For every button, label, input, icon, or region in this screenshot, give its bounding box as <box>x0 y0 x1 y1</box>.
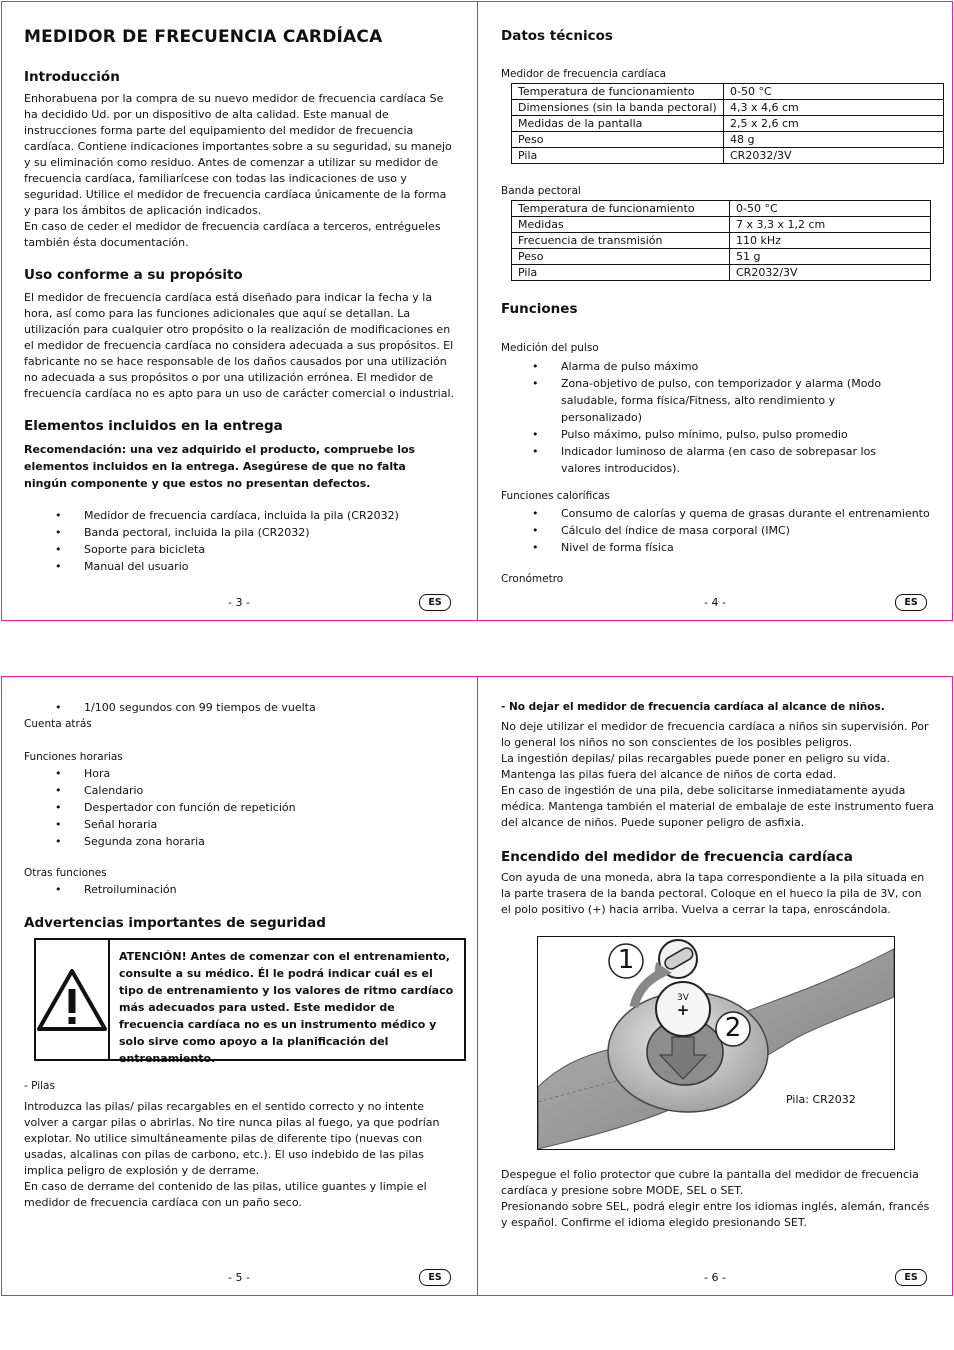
language-badge: ES <box>895 1269 927 1286</box>
batteries-paragraph-2: En caso de derrame del contenido de las pilas, utilice guantes y limpie el medidor de frecuencia cardíaca con un paño seco. <box>24 1180 427 1209</box>
intro-paragraph-1: Enhorabuena por la compra de su nuevo medidor de frecuencia cardíaca Se ha decidido Ud. por un dispositivo de alta calidad. Este manual de instrucciones forma parte del equipamiento del medidor de frecuencia cardíaca. Contiene indicaciones importantes sobre a su seguridad, su manejo y su eliminación como residuo. Antes de comenzar a utilizar su medidor de frecuencia cardíaca, familiarícese con todas las indicaciones de uso y seguridad. Utilice el medidor de frecuencia cardíaca únicamente de la forma y para los ámbitos de aplicación indicados. <box>24 92 452 217</box>
stopwatch-list <box>24 699 455 716</box>
safety-heading: Advertencias importantes de seguridad <box>24 915 326 931</box>
page-number: - 5 - <box>228 1271 250 1284</box>
power-on-paragraph: Con ayuda de una moneda, abra la tapa correspondiente a la pila situada en la parte trasera de la banda pectoral. Coloque en el hueco la pila de 3V, con el polo positivo (+) hacia arriba. Vuelva a cerrar la tapa, enroscándola. <box>501 871 925 916</box>
language-badge: ES <box>419 594 451 611</box>
table-row: Temperatura de funcionamiento 0-50 °C <box>512 201 931 217</box>
list-item: • 1/100 segundos con 99 tiempos de vuelta <box>55 701 316 714</box>
table-row: Frecuencia de transmisión 110 kHz <box>512 233 931 249</box>
set-key: SET <box>783 1216 804 1229</box>
chest-strap-spec-table <box>511 200 931 281</box>
intro-paragraph-2: En caso de ceder el medidor de frecuencia cardíaca a terceros, entrégueles también ésta documentación. <box>24 220 441 249</box>
page-number: - 4 - <box>704 596 726 609</box>
included-list <box>24 507 455 575</box>
mode-key: MODE <box>645 1184 680 1197</box>
usage-heading: Uso conforme a su propósito <box>24 267 243 283</box>
step-1-label: 1 <box>617 945 635 975</box>
list-item: • Banda pectoral, incluida la pila (CR2032) <box>55 526 310 539</box>
pulse-heading: Medición del pulso <box>501 342 599 354</box>
list-item: • Señal horaria <box>55 818 158 831</box>
batteries-paragraph-1: Introduzca las pilas/ pilas recargables en el sentido correcto y no intente volver a cargar pilas o abrirlas. No tire nunca pilas al fuego, ya que podrían explotar. No utilice simultáneamente pilas de diferente tipo (nuevas con usadas, alcalinas con pilas de carbono, etc.). El uso indebido de las pilas implica peligro de explosión y de derrame. <box>24 1100 440 1177</box>
page-4 <box>477 1 953 621</box>
step-2-label: 2 <box>724 1013 742 1043</box>
table2-caption: Banda pectoral <box>501 185 581 197</box>
list-item: • Indicador luminoso de alarma (en caso de sobrepasar los valores introducidos). <box>532 445 877 475</box>
list-item: • Zona-objetivo de pulso, con temporizador y alarma (Modo saludable, forma física/Fitness, alto rendimiento y personalizado) <box>532 377 882 424</box>
warning-icon <box>36 940 110 1059</box>
table1-caption: Medidor de frecuencia cardíaca <box>501 68 667 80</box>
sel-key: SEL <box>686 1184 707 1197</box>
sel-key: SEL <box>605 1200 626 1213</box>
list-item: • Manual del usuario <box>55 560 189 573</box>
list-item: • Calendario <box>55 784 144 797</box>
children-paragraph-3: En caso de ingestión de una pila, debe solicitarse inmediatamente ayuda médica. Mantenga también el material de embalaje de este instrumento fuera del alcance de niños. Puede suponer peligro de asfixia. <box>501 784 934 829</box>
language-instruction: Presionando sobre SEL, podrá elegir entre los idiomas inglés, alemán, francés y español. Confirme el idioma elegido presionando SET. <box>501 1200 930 1229</box>
list-item: • Alarma de pulso máximo <box>532 360 699 373</box>
figure-caption: Pila: CR2032 <box>786 1093 856 1106</box>
table-row: Peso 48 g <box>512 132 944 148</box>
batteries-heading: - Pilas <box>24 1080 55 1092</box>
language-badge: ES <box>895 594 927 611</box>
stopwatch-heading: Cronómetro <box>501 573 564 585</box>
table-row: Pila CR2032/3V <box>512 148 944 164</box>
power-on-heading: Encendido del medidor de frecuencia cardíaca <box>501 849 853 865</box>
battery-voltage-label: 3V <box>677 993 689 1003</box>
intro-heading: Introducción <box>24 69 120 85</box>
list-item: • Cálculo del índice de masa corporal (IMC) <box>532 524 790 537</box>
list-item: • Soporte para bicicleta <box>55 543 206 556</box>
usage-paragraph: El medidor de frecuencia cardíaca está diseñado para indicar la fecha y la hora, así como para las funciones adicionales que aquí se detallan. La utilización para cualquier otro propósito o la realización de modificaciones en el medidor de frecuencia cardíaca no considera adecuada a sus propósitos. El fabricante no se hace responsable de los daños causados por una utilización no adecuada a sus propósitos o por una utilización errónea. El medidor de frecuencia cardíaca no es apto para un uso de carácter comercial o industrial. <box>24 291 455 400</box>
other-functions-list <box>24 881 455 898</box>
children-paragraph-1: No deje utilizar el medidor de frecuencia cardíaca a niños sin supervisión. Por lo general los niños no son conscientes de los posibles peligros. <box>501 720 929 749</box>
time-functions-list <box>24 765 455 850</box>
page-5 <box>1 676 478 1296</box>
table-row: Pila CR2032/3V <box>512 265 931 281</box>
attention-body: Antes de comenzar con el entrenamiento, consulte a su médico. Él le podrá indicar cuál es el tipo de entrenamiento y los valores de ritmo cardíaco más adecuados para usted. Este medidor de frecuencia cardíaca no es un instrumento médico y solo sirve como apoyo a la planificación del entrenamiento. <box>119 950 454 1065</box>
tech-data-heading: Datos técnicos <box>501 28 613 44</box>
list-item: • Consumo de calorías y quema de grasas durante el entrenamiento <box>532 507 930 520</box>
table-row: Peso 51 g <box>512 249 931 265</box>
list-item: • Pulso máximo, pulso mínimo, pulso, pulso promedio <box>532 428 848 441</box>
set-key: SET <box>720 1184 740 1197</box>
children-heading: - No dejar el medidor de frecuencia cardíaca al alcance de niños. <box>501 701 885 713</box>
page-number: - 6 - <box>704 1271 726 1284</box>
list-item: • Segunda zona horaria <box>55 835 205 848</box>
monitor-spec-table <box>511 83 944 164</box>
list-item: • Nivel de forma física <box>532 541 674 554</box>
table-row: Medidas 7 x 3,3 x 1,2 cm <box>512 217 931 233</box>
list-item: • Despertador con función de repetición <box>55 801 296 814</box>
warning-box <box>34 938 466 1065</box>
list-item: • Retroiluminación <box>55 883 177 896</box>
pulse-list <box>501 358 912 477</box>
list-item: • Medidor de frecuencia cardíaca, incluida la pila (CR2032) <box>55 509 399 522</box>
battery-plus-label: + <box>676 1001 690 1019</box>
peel-instruction: Despegue el folio protector que cubre la pantalla del medidor de frecuencia cardíaca y presione sobre MODE, SEL o SET. <box>501 1168 919 1197</box>
language-badge: ES <box>419 1269 451 1286</box>
warning-text <box>110 940 464 1065</box>
calorie-heading: Funciones caloríficas <box>501 490 610 502</box>
battery-install-figure <box>537 936 895 1150</box>
page-3 <box>1 1 478 621</box>
page-6 <box>477 676 953 1296</box>
table-row: Dimensiones (sin la banda pectoral) 4,3 x 4,6 cm <box>512 100 944 116</box>
document-title: MEDIDOR DE FRECUENCIA CARDÍACA <box>24 27 383 47</box>
page-number: - 3 - <box>228 596 250 609</box>
included-heading: Elementos incluidos en la entrega <box>24 418 283 434</box>
table-row: Medidas de la pantalla 2,5 x 2,6 cm <box>512 116 944 132</box>
table-row: Temperatura de funcionamiento 0-50 °C <box>512 84 944 100</box>
time-functions-heading: Funciones horarias <box>24 751 123 763</box>
included-recommendation: Recomendación: una vez adquirido el producto, compruebe los elementos incluidos en la entrega. Asegúrese de que no falta ningún componente y que estos no presentan defectos. <box>24 443 416 490</box>
list-item: • Hora <box>55 767 111 780</box>
attention-label: ATENCIÓN! <box>119 950 187 963</box>
countdown-heading: Cuenta atrás <box>24 718 92 730</box>
calorie-list <box>501 505 942 556</box>
children-paragraph-2: La ingestión depilas/ pilas recargables puede poner en peligro su vida. Mantenga las pilas fuera del alcance de niños de corta edad. <box>501 752 890 781</box>
functions-heading: Funciones <box>501 301 578 317</box>
other-functions-heading: Otras funciones <box>24 867 107 879</box>
